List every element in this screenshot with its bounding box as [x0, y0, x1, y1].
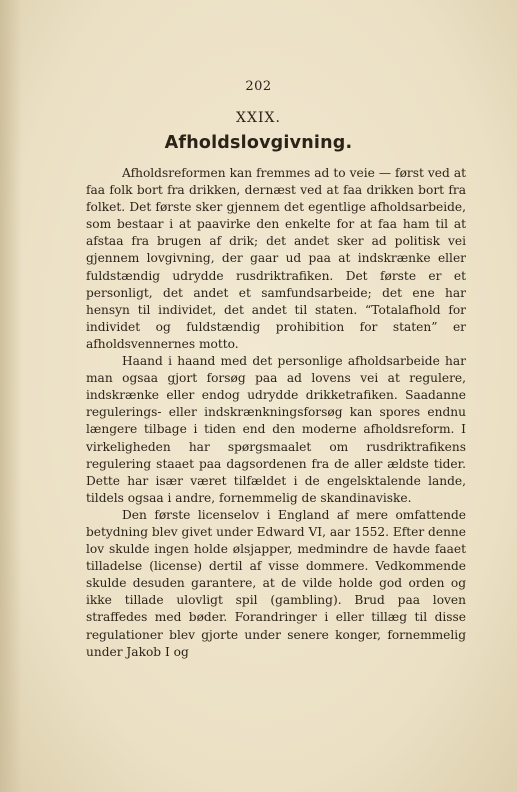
chapter-number: XXIX. [236, 110, 281, 126]
paragraph: Haand i haand med det personlige afholdsarbeide har man ogsaa gjort forsøg paa ad lovens vei at regulere, indskrænke eller endog udrydde drikketrafiken. Saadanne regulerings- eller indskrænkningsforsøg kan spores endnu længere tilbage i tiden end den moderne afholdsreform. I virkeligheden har spørgsmaalet om rusdriktrafikens regulering staaet paa dagsordenen fra de aller ældste tider. Dette har især været tilfældet i de engelsktalende lande, tildels ogsaa i andre, fornemmelig de skandinaviske. [86, 354, 466, 505]
chapter-title: Afholdslovgivning. [164, 133, 353, 153]
body-text [86, 165, 466, 661]
page-number: 202 [245, 79, 272, 94]
paragraph: Den første licenselov i England af mere omfattende betydning blev givet under Edward VI, aar 1552. Efter denne lov skulde ingen holde ølsjapper, medmindre de havde faaet tilladelse (license) dertil af visse dommere. Vedkommende skulde desuden garantere, at de vilde holde god orden og ikke tillade ulovligt spil (gambling). Brud paa loven straffedes med bøder. Forandringer i eller tillæg til disse regulationer blev gjorte under senere konger, fornemmelig under Jakob I og [86, 507, 466, 659]
paragraph: Afholdsreformen kan fremmes ad to veie — først ved at faa folk bort fra drikken, dernæst ved at faa drikken bort fra folket. Det første sker gjennem det egentlige afholdsarbeide, som bestaar i at paavirke den enkelte for at faa ham til at afstaa fra brugen af drik; det andet sker ad politisk vei gjennem lovgivning, der gaar ud paa at indskrænke eller fuldstændig udrydde rusdriktrafiken. Det første er et personligt, det andet et samfundsarbeide; det ene har hensyn til individet, det andet til staten. “Totalafhold for individet og fuldstændig prohibition for staten” er afholdsvennernes motto. [86, 166, 466, 351]
